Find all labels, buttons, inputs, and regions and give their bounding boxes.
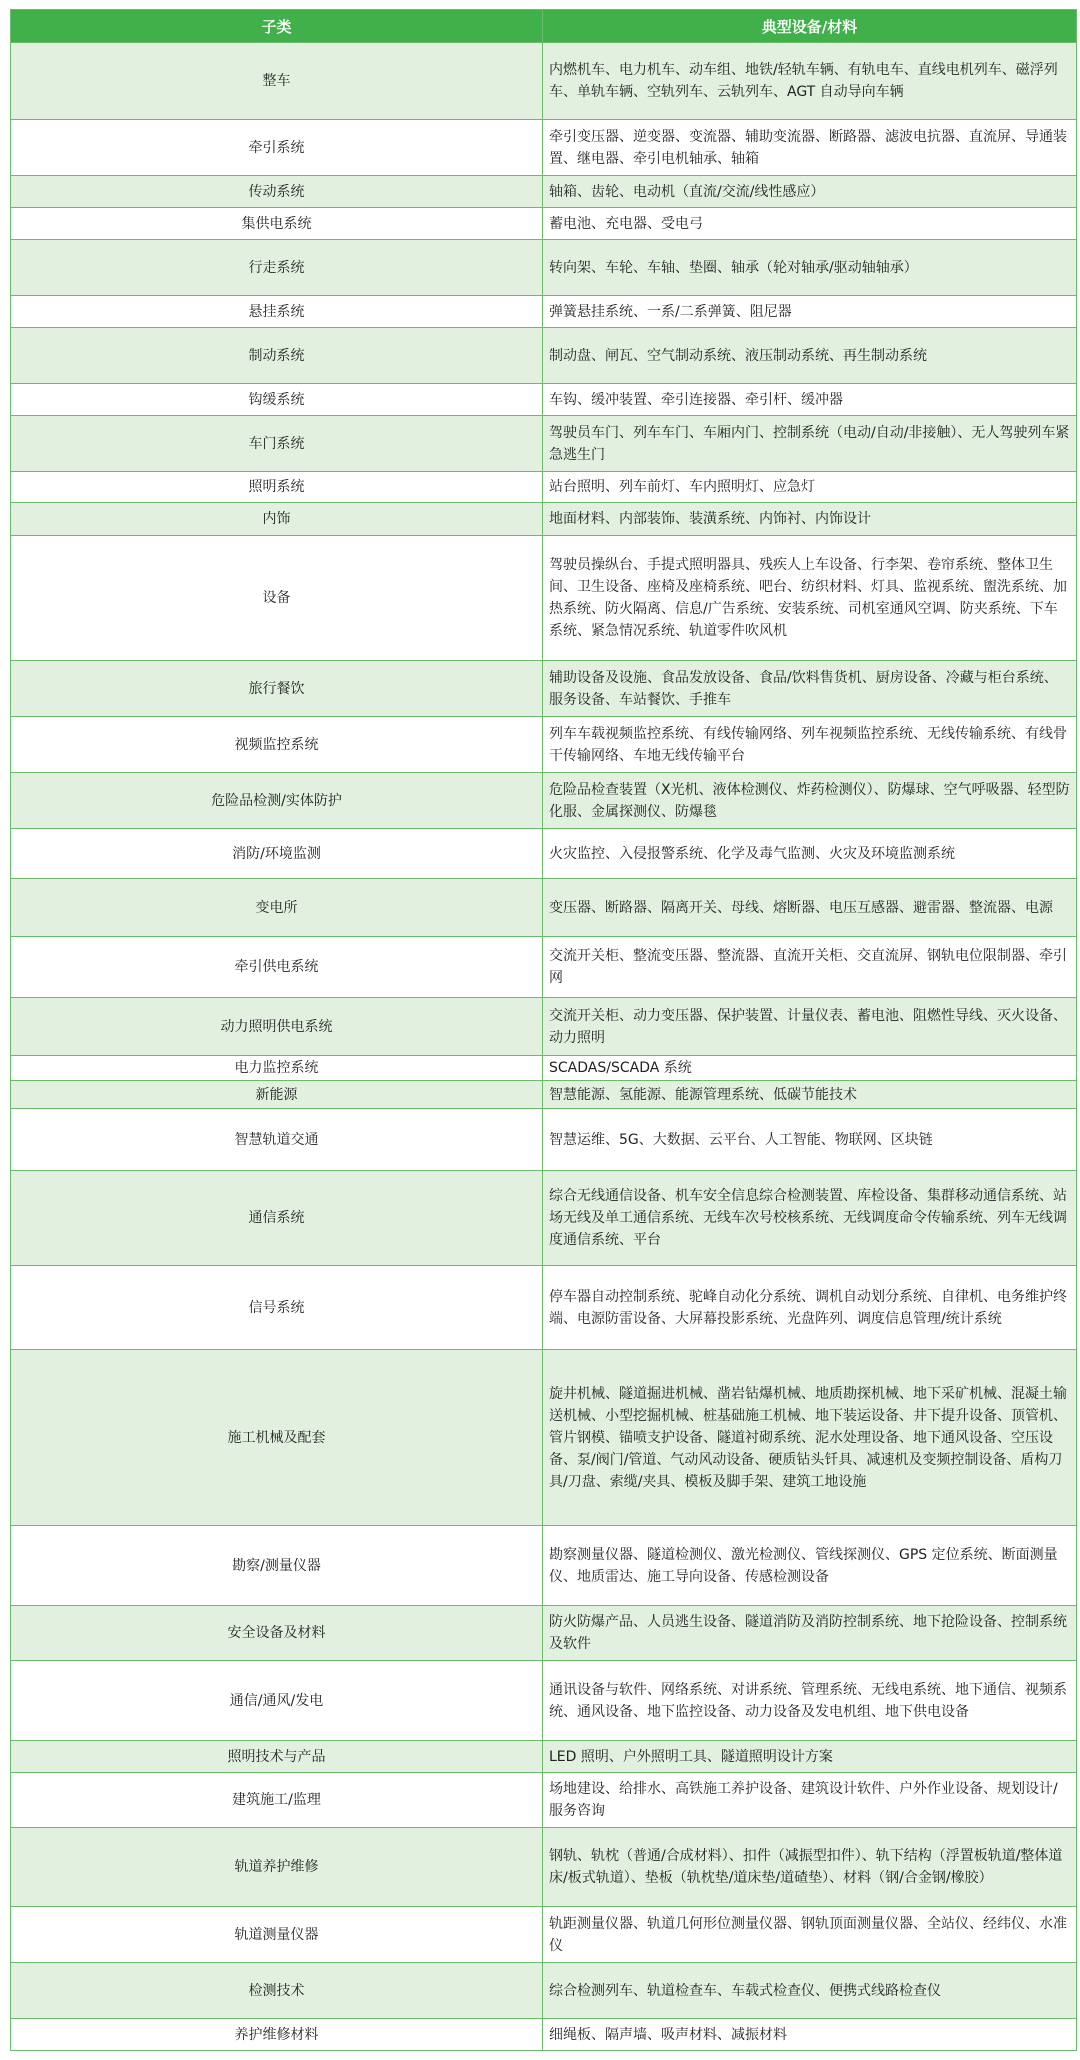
equipment-cell: 智慧运维、5G、大数据、云平台、人工智能、物联网、区块链 [543, 1109, 1077, 1171]
equipment-cell: 危险品检查装置（X光机、液体检测仪、炸药检测仪）、防爆球、空气呼吸器、轻型防化服、金属探测仪、防爆毯 [543, 773, 1077, 829]
table-row [11, 43, 1077, 120]
subcategory-cell: 整车 [11, 43, 543, 120]
table-row [11, 536, 1077, 661]
equipment-cell: 驾驶员操纵台、手提式照明器具、残疾人上车设备、行李架、卷帘系统、整体卫生间、卫生设备、座椅及座椅系统、吧台、纺织材料、灯具、监视系统、盥洗系统、加热系统、防火隔离、信息/广告系统、安装系统、司机室通风空调、防夹系统、下车系统、紧急情况系统、轨道零件吹风机 [543, 536, 1077, 661]
subcategory-cell: 勘察/测量仪器 [11, 1526, 543, 1606]
subcategory-cell: 旅行餐饮 [11, 661, 543, 717]
equipment-cell: 变压器、断路器、隔离开关、母线、熔断器、电压互感器、避雷器、整流器、电源 [543, 879, 1077, 937]
table-row [11, 1350, 1077, 1526]
equipment-cell: 站台照明、列车前灯、车内照明灯、应急灯 [543, 472, 1077, 503]
equipment-cell: 地面材料、内部装饰、装潢系统、内饰衬、内饰设计 [543, 503, 1077, 536]
subcategory-cell: 养护维修材料 [11, 2019, 543, 2051]
equipment-cell: 场地建设、给排水、高铁施工养护设备、建筑设计软件、户外作业设备、规划设计/服务咨询 [543, 1773, 1077, 1828]
table-row [11, 1526, 1077, 1606]
equipment-cell: 综合无线通信设备、机车安全信息综合检测装置、库检设备、集群移动通信系统、站场无线及单工通信系统、无线车次号校核系统、无线调度命令传输系统、列车无线调度通信系统、平台 [543, 1171, 1077, 1266]
subcategory-cell: 通信/通风/发电 [11, 1661, 543, 1741]
subcategory-cell: 施工机械及配套 [11, 1350, 543, 1526]
equipment-cell: 综合检测列车、轨道检查车、车载式检查仪、便携式线路检查仪 [543, 1963, 1077, 2019]
table-row [11, 472, 1077, 503]
table-row [11, 1828, 1077, 1907]
equipment-cell: 蓄电池、充电器、受电弓 [543, 208, 1077, 240]
table-row [11, 240, 1077, 296]
subcategory-cell: 轨道养护维修 [11, 1828, 543, 1907]
table-row [11, 503, 1077, 536]
table-row [11, 1606, 1077, 1661]
table-row [11, 176, 1077, 208]
table-row [11, 1056, 1077, 1081]
equipment-cell: 钢轨、轨枕（普通/合成材料）、扣件（减振型扣件）、轨下结构（浮置板轨道/整体道床/板式轨道）、垫板（轨枕垫/道床垫/道碴垫）、材料（钢/合金钢/橡胶） [543, 1828, 1077, 1907]
subcategory-cell: 悬挂系统 [11, 296, 543, 328]
table-row [11, 384, 1077, 416]
equipment-cell: 火灾监控、入侵报警系统、化学及毒气监测、火灾及环境监测系统 [543, 829, 1077, 879]
table-row [11, 773, 1077, 829]
equipment-cell: 辅助设备及设施、食品发放设备、食品/饮料售货机、厨房设备、冷藏与柜台系统、服务设备、车站餐饮、手推车 [543, 661, 1077, 717]
subcategory-cell: 照明技术与产品 [11, 1741, 543, 1773]
equipment-cell: 轴箱、齿轮、电动机（直流/交流/线性感应） [543, 176, 1077, 208]
equipment-cell: 轨距测量仪器、轨道几何形位测量仪器、钢轨顶面测量仪器、全站仪、经纬仪、水准仪 [543, 1907, 1077, 1963]
subcategory-cell: 制动系统 [11, 328, 543, 384]
subcategory-cell: 传动系统 [11, 176, 543, 208]
table-row [11, 1907, 1077, 1963]
equipment-cell: 智慧能源、氢能源、能源管理系统、低碳节能技术 [543, 1081, 1077, 1109]
table-row [11, 1266, 1077, 1350]
table-row [11, 717, 1077, 773]
table-row [11, 1741, 1077, 1773]
subcategory-cell: 动力照明供电系统 [11, 998, 543, 1056]
subcategory-cell: 钩缓系统 [11, 384, 543, 416]
subcategory-cell: 电力监控系统 [11, 1056, 543, 1081]
table-row [11, 296, 1077, 328]
subcategory-cell: 变电所 [11, 879, 543, 937]
equipment-cell: 弹簧悬挂系统、一系/二系弹簧、阻尼器 [543, 296, 1077, 328]
table-row [11, 1171, 1077, 1266]
subcategory-cell: 牵引供电系统 [11, 937, 543, 998]
equipment-cell: 内燃机车、电力机车、动车组、地铁/轻轨车辆、有轨电车、直线电机列车、磁浮列车、单轨车辆、空轨列车、云轨列车、AGT 自动导向车辆 [543, 43, 1077, 120]
subcategory-cell: 内饰 [11, 503, 543, 536]
subcategory-cell: 视频监控系统 [11, 717, 543, 773]
table-row [11, 937, 1077, 998]
subcategory-cell: 集供电系统 [11, 208, 543, 240]
table-row [11, 998, 1077, 1056]
table-header-row [11, 10, 1077, 43]
table-row [11, 1661, 1077, 1741]
subcategory-cell: 通信系统 [11, 1171, 543, 1266]
equipment-cell: 牵引变压器、逆变器、变流器、辅助变流器、断路器、滤波电抗器、直流屏、导通装置、继电器、牵引电机轴承、轴箱 [543, 120, 1077, 176]
equipment-cell: 驾驶员车门、列车车门、车厢内门、控制系统（电动/自动/非接触）、无人驾驶列车紧急逃生门 [543, 416, 1077, 472]
equipment-cell: 细绳板、隔声墙、吸声材料、减振材料 [543, 2019, 1077, 2051]
equipment-cell: 列车车载视频监控系统、有线传输网络、列车视频监控系统、无线传输系统、有线骨干传输网络、车地无线传输平台 [543, 717, 1077, 773]
header-subcategory: 子类 [11, 10, 543, 43]
equipment-cell: 通讯设备与软件、网络系统、对讲系统、管理系统、无线电系统、地下通信、视频系统、通风设备、地下监控设备、动力设备及发电机组、地下供电设备 [543, 1661, 1077, 1741]
table-row [11, 1081, 1077, 1109]
subcategory-cell: 危险品检测/实体防护 [11, 773, 543, 829]
equipment-cell: 转向架、车轮、车轴、垫圈、轴承（轮对轴承/驱动轴轴承） [543, 240, 1077, 296]
equipment-cell: LED 照明、户外照明工具、隧道照明设计方案 [543, 1741, 1077, 1773]
table-row [11, 1773, 1077, 1828]
table-row [11, 1109, 1077, 1171]
equipment-cell: SCADAS/SCADA 系统 [543, 1056, 1077, 1081]
header-equipment: 典型设备/材料 [543, 10, 1077, 43]
equipment-cell: 车钩、缓冲装置、牵引连接器、牵引杆、缓冲器 [543, 384, 1077, 416]
table-row [11, 208, 1077, 240]
table-row [11, 2019, 1077, 2051]
equipment-cell: 旋井机械、隧道掘进机械、凿岩钻爆机械、地质勘探机械、地下采矿机械、混凝土输送机械、小型挖掘机械、桩基础施工机械、地下装运设备、井下提升设备、顶管机、管片钢模、锚喷支护设备、隧道衬砌系统、泥水处理设备、地下通风设备、空压设备、泵/阀门/管道、气动风动设备、硬质钻头钎具、减速机及变频控制设备、盾构刀具/刀盘、索缆/夹具、模板及脚手架、建筑工地设施 [543, 1350, 1077, 1526]
equipment-table [10, 9, 1077, 2051]
equipment-cell: 交流开关柜、动力变压器、保护装置、计量仪表、蓄电池、阻燃性导线、灭火设备、动力照明 [543, 998, 1077, 1056]
equipment-cell: 制动盘、闸瓦、空气制动系统、液压制动系统、再生制动系统 [543, 328, 1077, 384]
subcategory-cell: 行走系统 [11, 240, 543, 296]
subcategory-cell: 新能源 [11, 1081, 543, 1109]
equipment-cell: 防火防爆产品、人员逃生设备、隧道消防及消防控制系统、地下抢险设备、控制系统及软件 [543, 1606, 1077, 1661]
table-row [11, 879, 1077, 937]
table-row [11, 328, 1077, 384]
subcategory-cell: 安全设备及材料 [11, 1606, 543, 1661]
subcategory-cell: 牵引系统 [11, 120, 543, 176]
subcategory-cell: 设备 [11, 536, 543, 661]
equipment-cell: 勘察测量仪器、隧道检测仪、激光检测仪、管线探测仪、GPS 定位系统、断面测量仪、地质雷达、施工导向设备、传感检测设备 [543, 1526, 1077, 1606]
table-row [11, 416, 1077, 472]
subcategory-cell: 轨道测量仪器 [11, 1907, 543, 1963]
subcategory-cell: 建筑施工/监理 [11, 1773, 543, 1828]
subcategory-cell: 消防/环境监测 [11, 829, 543, 879]
equipment-cell: 交流开关柜、整流变压器、整流器、直流开关柜、交直流屏、钢轨电位限制器、牵引网 [543, 937, 1077, 998]
subcategory-cell: 信号系统 [11, 1266, 543, 1350]
table-row [11, 829, 1077, 879]
subcategory-cell: 智慧轨道交通 [11, 1109, 543, 1171]
subcategory-cell: 照明系统 [11, 472, 543, 503]
subcategory-cell: 检测技术 [11, 1963, 543, 2019]
table-row [11, 1963, 1077, 2019]
table-row [11, 120, 1077, 176]
table-row [11, 661, 1077, 717]
subcategory-cell: 车门系统 [11, 416, 543, 472]
equipment-cell: 停车器自动控制系统、驼峰自动化分系统、调机自动划分系统、自律机、电务维护终端、电源防雷设备、大屏幕投影系统、光盘阵列、调度信息管理/统计系统 [543, 1266, 1077, 1350]
